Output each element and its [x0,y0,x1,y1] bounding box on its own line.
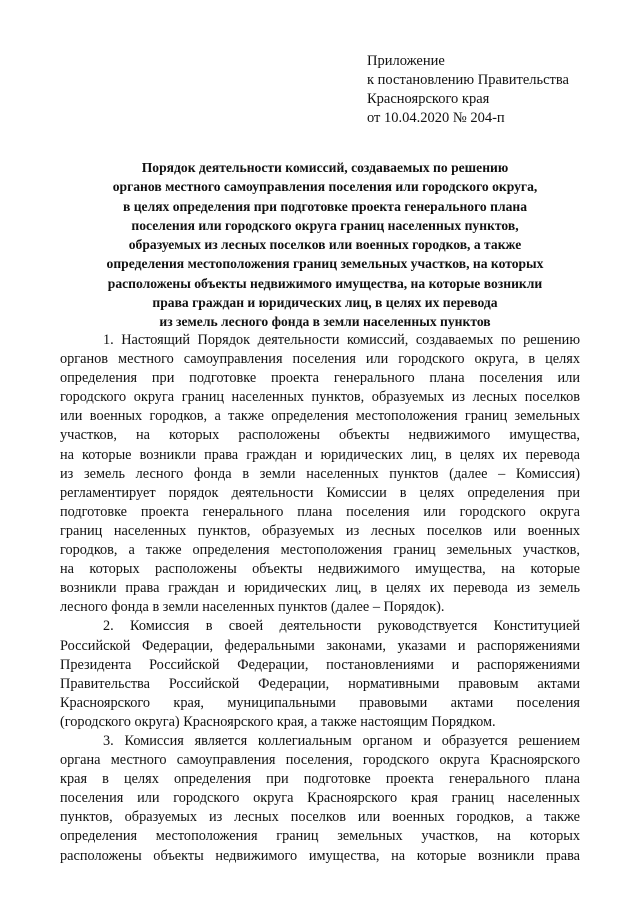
paragraph-1-line: возникли права граждан и юридических лиц, в целях их перевода из земель [60,580,580,597]
paragraph-1-line: определения при подготовке проекта генерального плана поселения или [60,370,580,387]
appendix-line: Красноярского края [367,91,490,107]
paragraph-1-line: городков, а также определения местоположения границ земельных участков, [60,542,580,559]
paragraph-3-line: поселения или городского округа Красноярского края границ населенных [60,790,580,807]
title-line: определения местоположения границ земельных участков, на которых [106,256,544,272]
paragraph-2-line: Правительства Российской Федерации, нормативными правовым актами [60,675,580,692]
paragraph-1-line: городского округа границ населенных пунктов, образуемых из лесных поселков [60,389,580,406]
paragraph-2-line: Красноярского края, муниципальными правовыми актами поселения [60,694,580,711]
title-line: в целях определения при подготовке проекта генерального плана [122,198,528,214]
paragraph-1-line: из земель лесного фонда в земли населенных пунктов (далее – Комиссия) [60,465,580,482]
paragraph-1-line: на которые возникли права граждан и юридических лиц, в целях их перевода [60,446,580,463]
document-title [60,158,590,332]
title-line: права граждан и юридических лиц, в целях их перевода [152,295,498,311]
paragraph-1-line: 1. Настоящий Порядок деятельности комиссий, создаваемых по решению [103,332,580,348]
paragraph-3-line: органа местного самоуправления поселения, городского округа Красноярского [60,752,580,769]
paragraph-3-line: края в целях определения при подготовке проекта генерального плана [60,771,580,788]
paragraph-3-line: определения местоположения границ земельных участков, на которых [60,828,580,845]
paragraph-1-line: подготовке проекта генерального плана поселения или городского округа [60,503,580,520]
paragraph-1-line: лесного фонда в земли населенных пунктов (далее – Порядок). [60,599,445,616]
title-line: из земель лесного фонда в земли населенных пунктов [159,314,491,330]
appendix-line: Приложение [367,53,445,69]
paragraph-1-line: регламентирует порядок деятельности Комиссии в целях определения при [60,484,580,501]
appendix-block [367,52,569,128]
paragraph-3-line: расположены объекты недвижимого имущества, на которые возникли права [60,847,580,864]
paragraph-1-line: на которых расположены объекты недвижимого имущества, на которые [60,561,580,578]
title-line: расположены объекты недвижимого имущества, на которые возникли [107,275,543,291]
paragraph-1-line: органов местного самоуправления поселения или городского округа, в целях [60,351,580,368]
paragraph-2-line: 2. Комиссия в своей деятельности руководствуется Конституцией [103,618,580,635]
paragraph-2-line: (городского округа) Красноярского края, а также настоящим Порядком. [60,713,496,730]
title-line: органов местного самоуправления поселения или городского округа, [112,179,538,195]
paragraph-3-line: 3. Комиссия является коллегиальным органом и образуется решением [103,732,580,749]
document-body [60,331,580,866]
title-line: Порядок деятельности комиссий, создаваемых по решению [141,160,509,175]
appendix-line: к постановлению Правительства [367,72,569,88]
title-line: поселения или городского округа границ населенных пунктов, [131,217,519,233]
paragraph-2-line: Российской Федерации, федеральными законами, указами и распоряжениями [60,637,580,654]
paragraph-2-line: Президента Российской Федерации, постановлениями и распоряжениями [60,656,580,673]
paragraph-1-line: участков, на которых расположены объекты недвижимого имущества, [60,427,580,444]
appendix-line: от 10.04.2020 № 204-п [367,110,505,126]
title-line: образуемых из лесных поселков или военных городков, а также [128,237,522,253]
paragraph-1-line: границ населенных пунктов, образуемых из лесных поселков или военных [60,522,580,539]
paragraph-3-line: пунктов, образуемых из лесных поселков или военных городков, а также [60,809,580,826]
paragraph-1-line: или военных городков, а также определения местоположения границ земельных [60,408,580,425]
